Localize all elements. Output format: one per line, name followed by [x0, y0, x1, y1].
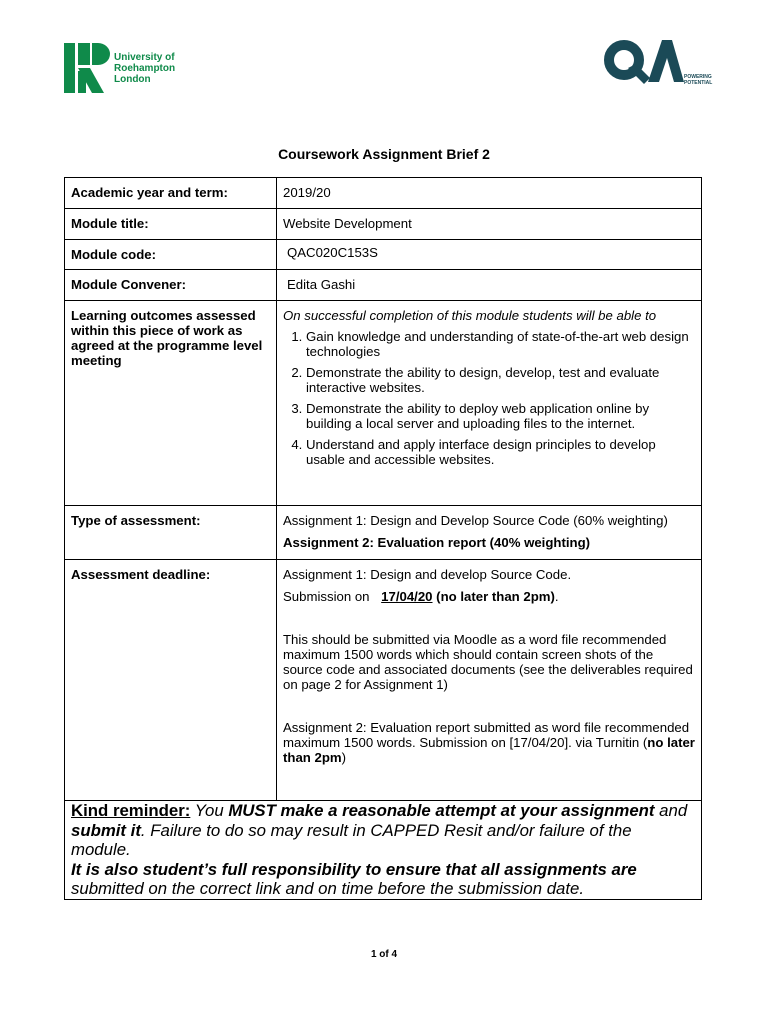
- module-convener-value: Edita Gashi: [277, 270, 702, 301]
- university-of-roehampton-logo: [64, 43, 204, 95]
- learning-outcome-item: 3. Demonstrate the ability to deploy web application online by building a local server and uploading files to the internet.: [306, 401, 695, 431]
- row-assessment-deadline: [65, 560, 702, 801]
- qa-tagline: [684, 74, 712, 86]
- document-title: Coursework Assignment Brief 2: [278, 146, 490, 162]
- row-academic-year: [65, 178, 702, 209]
- university-name-line2: Roehampton: [114, 63, 176, 74]
- roehampton-r-mark-icon: [64, 43, 110, 93]
- row-kind-reminder: [65, 801, 702, 900]
- learning-outcomes-list: [283, 329, 695, 467]
- assessment-deadline-label: Assessment deadline:: [65, 560, 277, 801]
- deadline-paragraph-1: This should be submitted via Moodle as a word file recommended maximum 1500 words which should contain screen shots of the source code and associated documents (see the deliverables required on page 2 for Assignment 1): [283, 632, 693, 692]
- row-module-code: [65, 240, 702, 270]
- assessment-deadline-value: [277, 560, 702, 801]
- qa-tagline-line2: POTENTIAL: [684, 80, 713, 86]
- deadline-paragraph-2-bold: no later than 2pm: [283, 735, 695, 765]
- deadline-paragraph-2-main: Assignment 2: Evaluation report submitted as word file recommended maximum 1500 words. Submission on [17/04/20]. via Turnitin (: [283, 720, 690, 750]
- submission-end: .: [554, 589, 559, 604]
- qa-logo: [604, 38, 713, 88]
- module-title-label: Module title:: [65, 209, 277, 240]
- kind-reminder-text-7: submitted on the correct link and on time before the submission date.: [71, 879, 585, 899]
- module-code-label: Module code:: [65, 240, 277, 270]
- learning-outcomes-label: Learning outcomes assessed within this piece of work as agreed at the programme level meeting: [65, 301, 277, 506]
- kind-reminder-text-6: It is also student’s full responsibility to ensure that all assignments are: [71, 859, 637, 879]
- row-assessment-type: [65, 506, 702, 560]
- qa-tagline-line1: POWERING: [684, 74, 712, 80]
- module-title-value: Website Development: [277, 209, 702, 240]
- row-module-title: [65, 209, 702, 240]
- deadline-submission: [283, 589, 695, 604]
- university-name: [114, 52, 175, 85]
- assessment-type-value: [277, 506, 702, 560]
- submission-time: (no later than 2pm): [432, 589, 555, 604]
- assessment-type-line1: Assignment 1: Design and Develop Source Code (60% weighting): [283, 513, 668, 528]
- academic-year-value: 2019/20: [277, 178, 702, 209]
- kind-reminder-text-4: submit it: [71, 820, 141, 840]
- deadline-paragraph-2: [283, 720, 695, 765]
- qa-mark-icon: [604, 38, 684, 86]
- learning-outcomes-value: [277, 301, 702, 506]
- row-learning-outcomes: [65, 301, 702, 506]
- kind-reminder-text-3: and: [654, 801, 688, 820]
- learning-outcome-item: 2. Demonstrate the ability to design, develop, test and evaluate interactive websites.: [306, 365, 695, 395]
- module-code-value: QAC020C153S: [277, 240, 702, 270]
- learning-outcome-item: 4. Understand and apply interface design principles to develop usable and accessible websites.: [306, 437, 695, 467]
- kind-reminder-text-1: You: [190, 801, 229, 820]
- assessment-type-line2: Assignment 2: Evaluation report (40% weighting): [283, 535, 591, 550]
- row-module-convener: [65, 270, 702, 301]
- page-number: 1 of 4: [370, 949, 398, 960]
- kind-reminder-text-5: . Failure to do so may result in CAPPED Resit and/or failure of the module.: [71, 820, 632, 860]
- deadline-line1: Assignment 1: Design and develop Source Code.: [283, 567, 572, 582]
- submission-date: 17/04/20: [381, 589, 433, 604]
- academic-year-label: Academic year and term:: [65, 178, 277, 209]
- university-name-line1: University of: [114, 52, 175, 63]
- university-name-line3: London: [114, 74, 151, 85]
- assignment-brief-table: [64, 177, 702, 900]
- deadline-paragraph-2-end: ): [341, 750, 347, 765]
- learning-outcomes-intro: On successful completion of this module students will be able to: [283, 308, 657, 323]
- kind-reminder: [65, 801, 702, 900]
- kind-reminder-heading: Kind reminder:: [71, 801, 191, 820]
- module-convener-label: Module Convener:: [65, 270, 277, 301]
- learning-outcome-item: 1. Gain knowledge and understanding of state-of-the-art web design technologies: [306, 329, 695, 359]
- kind-reminder-text-2: MUST make a reasonable attempt at your assignment: [228, 801, 655, 820]
- assessment-type-label: Type of assessment:: [65, 506, 277, 560]
- submission-prefix: Submission on: [283, 589, 374, 604]
